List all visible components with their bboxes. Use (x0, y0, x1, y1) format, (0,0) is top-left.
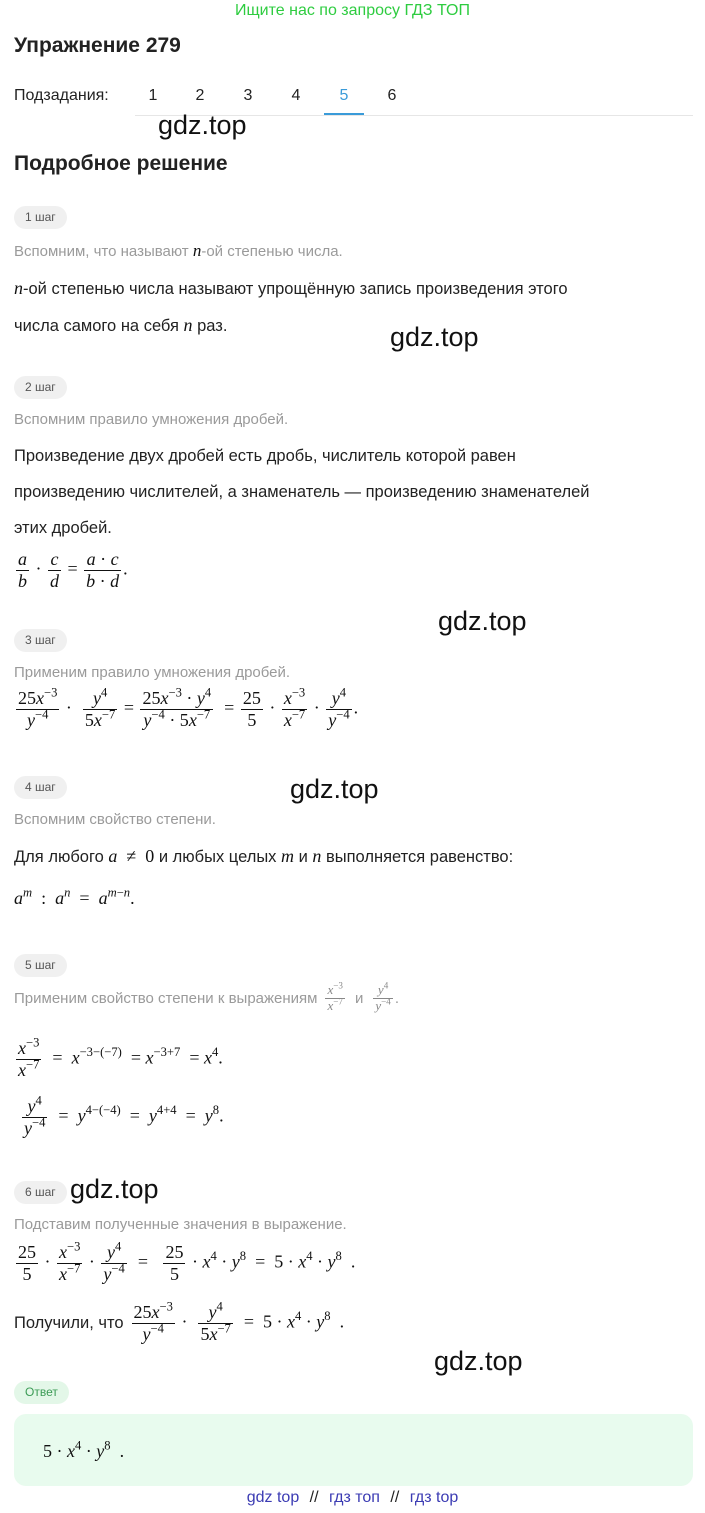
subtask-tab-6[interactable]: 6 (387, 87, 397, 104)
watermark: gdz.top (434, 1346, 523, 1376)
footer-separator: // (390, 1489, 400, 1506)
watermark: gdz.top (390, 322, 479, 352)
step-badge: 6 шаг (14, 1181, 67, 1204)
step-hint: Подставим полученные значения в выражение. (14, 1216, 347, 1233)
watermark: gdz.top (70, 1174, 159, 1204)
watermark: gdz.top (158, 110, 247, 140)
formula-step3: $\frac{25x^{-3}}{y^{-4}}$ · $\frac{y^4}{5x^{-7}}$ = $\frac{25x^{-3} \cdot y^4}{y^{-4} \cdot 5x^{-7}}$ = $\frac{25}{5}$ · $\frac{x^{-3}}{x^{-7}}$ · $\frac{y^4}{y^{-4}}$ . (18, 685, 359, 730)
step-badge: 5 шаг (14, 954, 67, 977)
step-hint: Вспомним, что называют n-ой степенью числа. (14, 241, 343, 260)
subtask-tab-2[interactable]: 2 (195, 87, 205, 104)
step-badge: 4 шаг (14, 776, 67, 799)
step-hint: Применим правило умножения дробей. (14, 664, 291, 681)
formula-substitution: $\frac{25}{5}$ · $\frac{x^{-3}}{x^{-7}}$ · $\frac{y^4}{y^{-4}}$ = $\frac{25}{5}$ · $x^4 \cdot y^8 = 5 \cdot x^4 \cdot y^8$ . (18, 1239, 356, 1284)
footer-link-gdz-top-ru[interactable]: гдз топ (329, 1489, 380, 1506)
subtask-tab-5[interactable]: 5 (339, 87, 349, 104)
footer-links (0, 1489, 705, 1507)
section-title: Подробное решение (14, 152, 228, 175)
formula-fraction-product: $\frac{a}{b}$ · $\frac{c}{d}$ = $\frac{a \cdot c}{b \cdot d}$ . (18, 549, 128, 591)
search-banner: Ищите нас по запросу ГДЗ ТОП (235, 2, 470, 19)
subtask-tab-3[interactable]: 3 (243, 87, 253, 104)
footer-link-gdz-top-mixed[interactable]: гдз top (409, 1489, 459, 1506)
formula-y-power: $\frac{y^4}{y^{-4}}$ = $y^{4-(-4)} = y^{4+4} = y^8$. (24, 1093, 224, 1138)
page-title: Упражнение 279 (14, 34, 181, 57)
definition-text: n-ой степенью числа называют упрощённую запись произведения этого числа самого на себя n раз. (14, 278, 568, 335)
property-text: Для любого a ≠ 0 и любых целых m и n выполняется равенство: (14, 846, 514, 866)
result-line: Получили, что $\frac{25x^{-3}}{y^{-4}}$ · $\frac{y^4}{5x^{-7}}$ = $5 \cdot x^4 \cdot y^8$ . (14, 1299, 345, 1344)
step-badge: 3 шаг (14, 629, 67, 652)
step-badge: 2 шаг (14, 376, 67, 399)
subtask-tab-1[interactable]: 1 (148, 87, 158, 104)
answer-badge: Ответ (14, 1381, 69, 1404)
rule-text: Произведение двух дробей есть дробь, числитель которой равен произведению числителей, а знаменатель — произведению знаменателей этих дробей. (14, 447, 590, 537)
footer-link-gdz-top[interactable]: gdz top (246, 1489, 300, 1506)
answer-formula: $5 \cdot x^4 \cdot y^8$ . (43, 1438, 125, 1461)
formula-x-power: $\frac{x^{-3}}{x^{-7}}$ = $x^{-3-(-7)} = x^{-3+7} = x^4$. (18, 1035, 223, 1080)
subtasks-label: Подзадания: (14, 87, 109, 104)
footer-separator: // (309, 1489, 319, 1506)
step-hint: Применим свойство степени к выражениям $\frac{x^{-3}}{x^{-7}}$ и $\frac{y^4}{y^{-4}}$ . (14, 980, 399, 1013)
formula-power-division: $a^m$ : $a^n = a^{m-n}$. (14, 885, 135, 908)
watermark: gdz.top (290, 774, 379, 804)
watermark: gdz.top (438, 606, 527, 636)
step-badge: 1 шаг (14, 206, 67, 229)
subtask-tab-4[interactable]: 4 (291, 87, 301, 104)
step-hint: Вспомним правило умножения дробей. (14, 411, 289, 428)
active-tab-indicator (324, 113, 364, 115)
step-hint: Вспомним свойство степени. (14, 811, 216, 828)
